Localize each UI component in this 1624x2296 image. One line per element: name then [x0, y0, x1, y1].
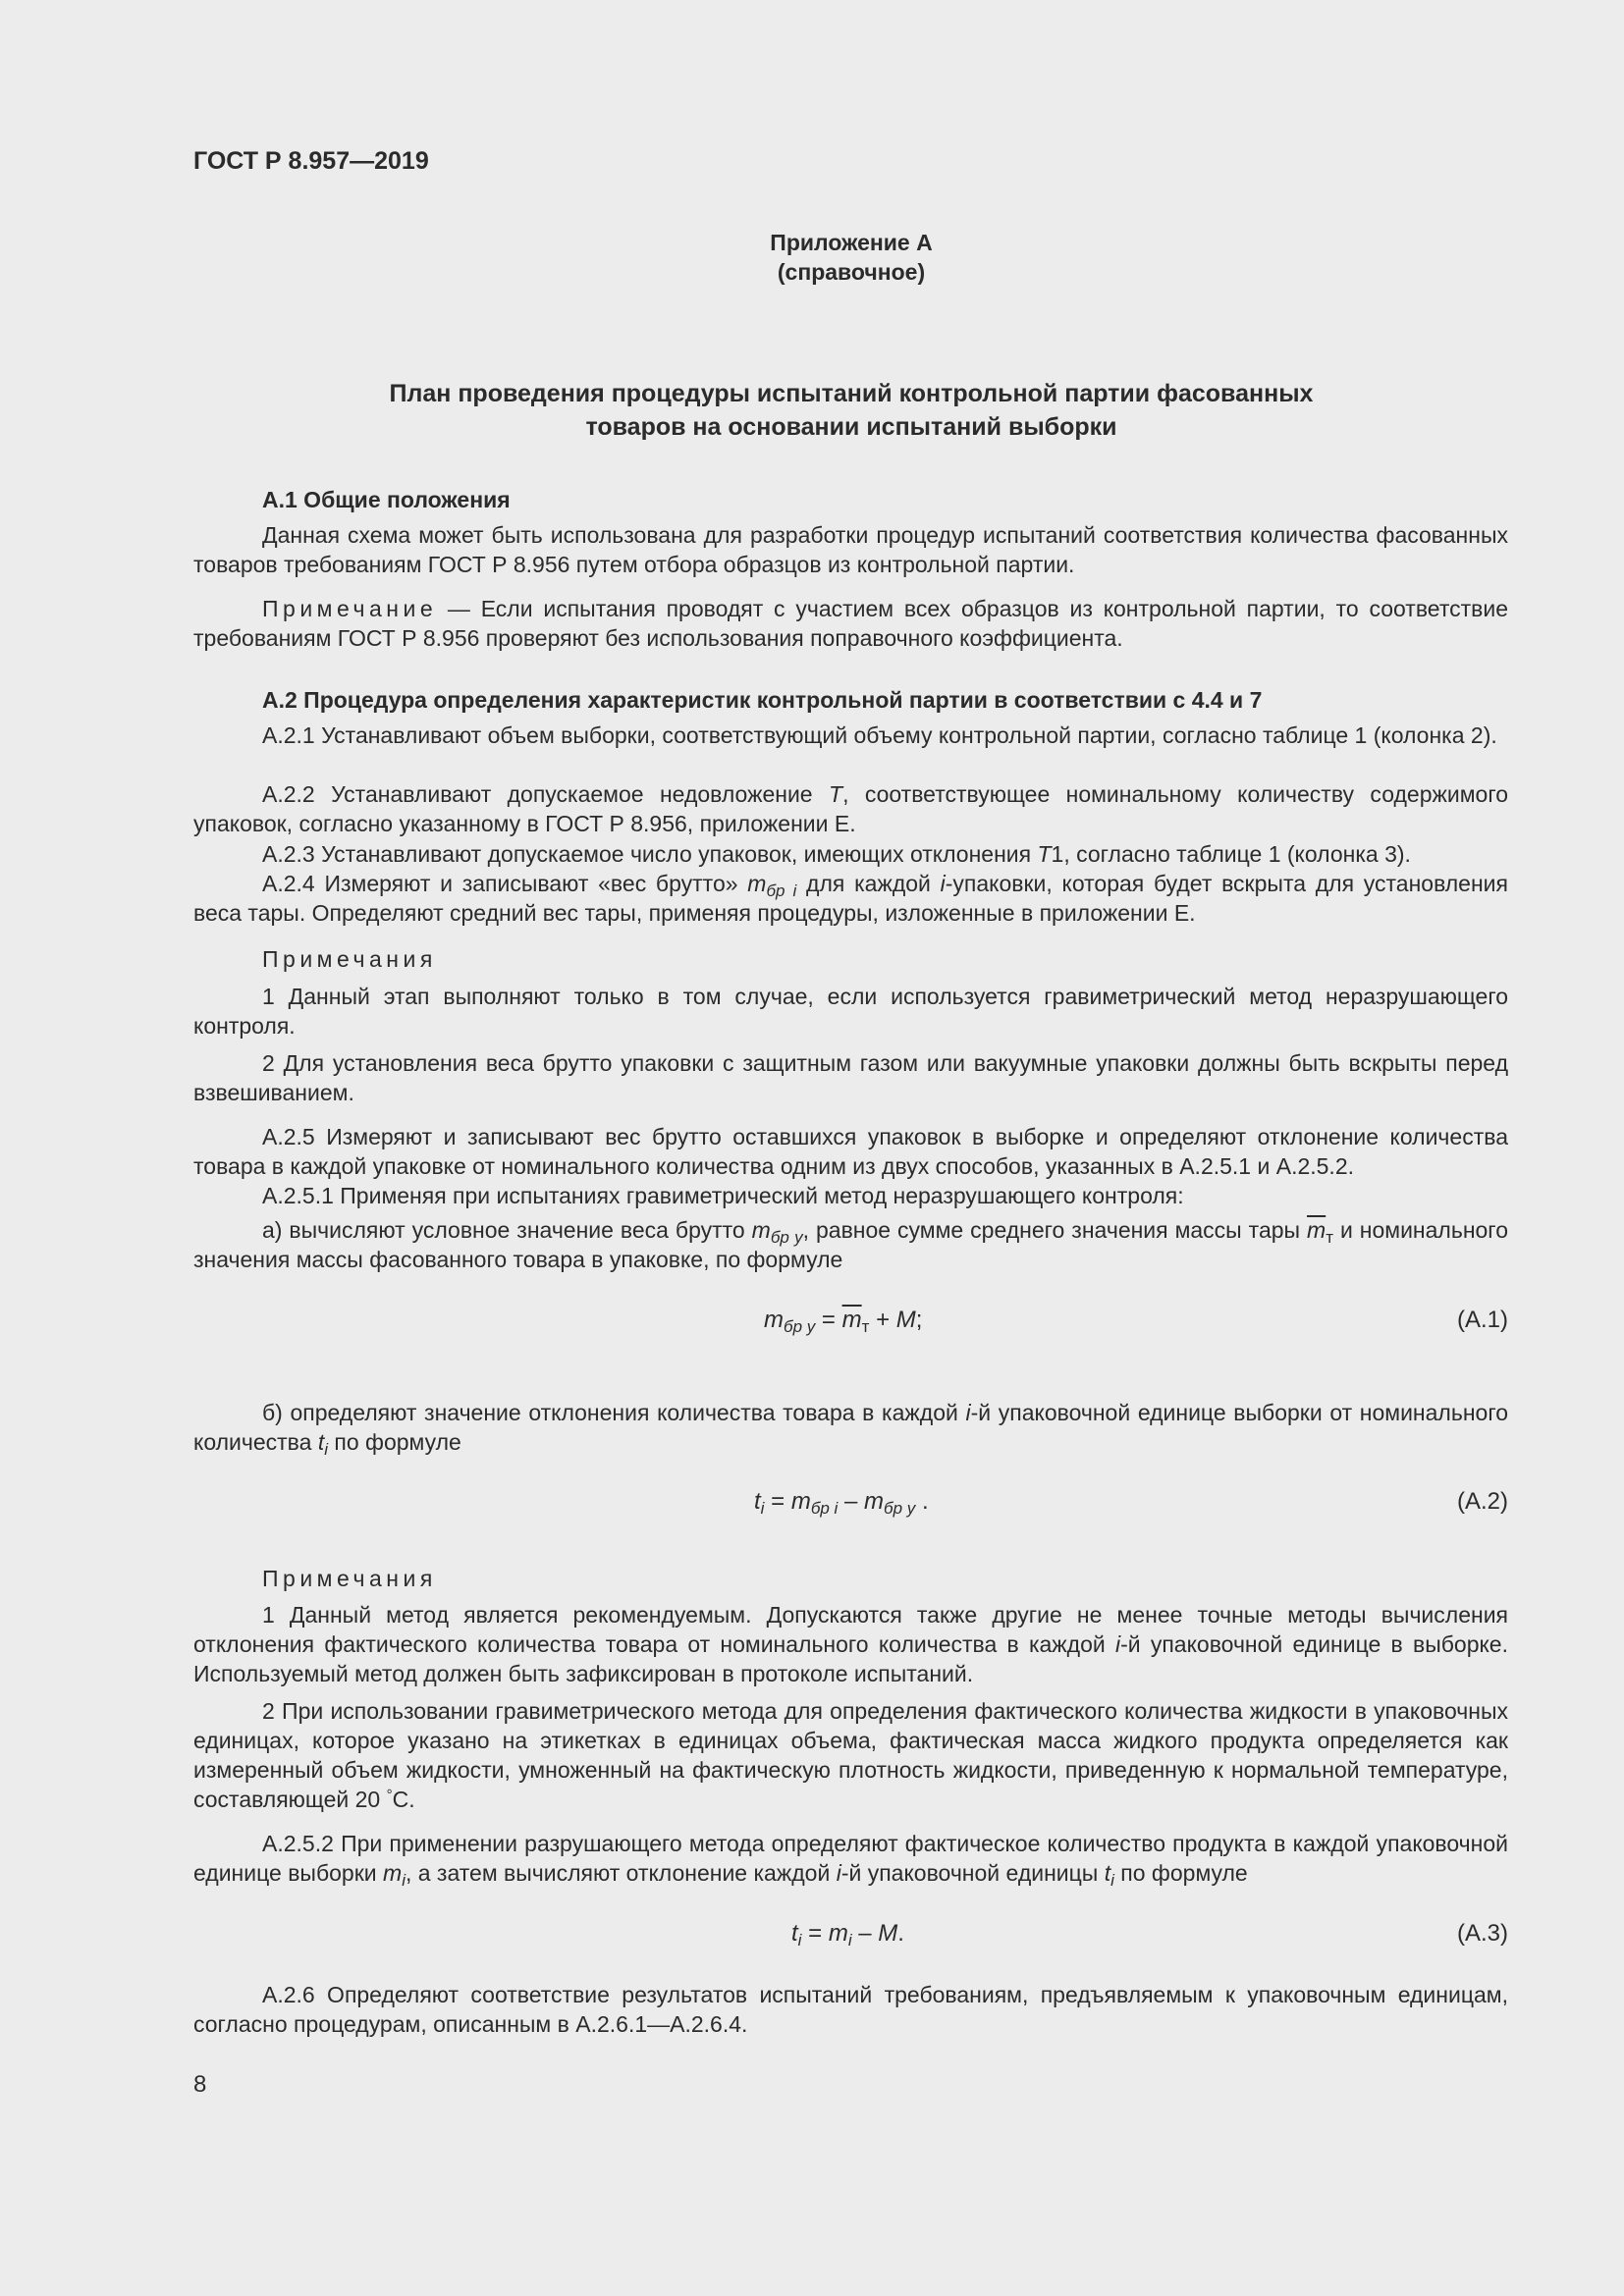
page-number: 8	[193, 2071, 207, 2098]
main-title-line-2: товаров на основании испытаний выборки	[585, 413, 1117, 441]
formula-a1: $m_{бр y} = \overline{m}_т + M$;	[764, 1307, 923, 1336]
paragraph-a2-2: А.2.2 Устанавливают допускаемое недовложение T, соответствующее номинальному количеству содержимого упаковок, согласно указанному в ГОСТ Р 8.956, приложении Е.	[193, 781, 1508, 836]
main-title-line-1: План проведения процедуры испытаний контрольной партии фасованных	[389, 380, 1314, 407]
formula-number-a2: (А.2)	[1456, 1488, 1508, 1515]
list-item-a: а) вычисляют условное значение веса брутто $m_{бр y}$, равное сумме среднего значения массы тары $\overline{m}_т$ и номинального значения массы фасованного товара в упаковке, по формуле	[193, 1217, 1508, 1272]
appendix-title: Приложение А	[770, 230, 933, 255]
paragraph-a2-3: А.2.3 Устанавливают допускаемое число упаковок, имеющих отклонения T1, согласно таблице 1 (колонка 3).	[262, 841, 1411, 867]
section-heading-a1: А.1 Общие положения	[262, 487, 511, 512]
paragraph-a2-4: А.2.4 Измеряют и записывают «вес брутто» $m_{бр i}$ для каждой i-упаковки, которая будет вскрыта для установления веса тары. Определяют средний вес тары, применяя процедуры, изложенные в приложении Е.	[193, 871, 1508, 926]
formula-number-a1: (А.1)	[1456, 1307, 1508, 1333]
formula-number-a3: (А.3)	[1456, 1920, 1508, 1947]
paragraph-a2-1: А.2.1 Устанавливают объем выборки, соответствующий объему контрольной партии, согласно таблице 1 (колонка 2).	[262, 722, 1497, 748]
note-1: 1 Данный этап выполняют только в том случае, если используется гравиметрический метод неразрушающего контроля.	[193, 984, 1508, 1039]
notes-label-1: Примечания	[262, 946, 437, 972]
note-2-1: 1 Данный метод является рекомендуемым. Допускаются также другие не менее точные методы вычисления отклонения фактического количества товара от номинального количества в каждой i-й упаковочной единице в выборке. Используемый метод должен быть зафиксирован в протоколе испытаний.	[193, 1602, 1508, 1686]
formula-a3: $t_i = m_i - M$.	[791, 1920, 904, 1949]
paragraph-a2-5-2: А.2.5.2 При применении разрушающего метода определяют фактическое количество продукта в каждой упаковочной единице выборки $m_i$, а затем вычисляют отклонение каждой i-й упаковочной единицы $t_i$ по формуле	[193, 1831, 1508, 1890]
note-a1: Примечание — Если испытания проводят с участием всех образцов из контрольной партии, то соответствие требованиям ГОСТ Р 8.956 проверяют без использования поправочного коэффициента.	[193, 596, 1508, 651]
section-heading-a2: А.2 Процедура определения характеристик контрольной партии в соответствии с 4.4 и 7	[262, 687, 1263, 713]
paragraph-a2-5: А.2.5 Измеряют и записывают вес брутто оставшихся упаковок в выборке и определяют отклонение количества товара в каждой упаковке от номинального количества одним из двух способов, указанных в А.2.5.1 и А.2.5.2.	[193, 1124, 1508, 1179]
note-2-2: 2 При использовании гравиметрического метода для определения фактического количества жидкости в упаковочных единицах, которое указано на этикетках в единицах объема, фактическая масса жидкого продукта определяется как измеренный объем жидкости, умноженный на фактическую плотность жидкости, приведенную к нормальной температуре, составляющей 20 °С.	[193, 1698, 1508, 1812]
note-2: 2 Для установления веса брутто упаковки с защитным газом или вакуумные упаковки должны быть вскрыты перед взвешиванием.	[193, 1050, 1508, 1105]
list-item-b: б) определяют значение отклонения количества товара в каждой i-й упаковочной единице выборки от номинального количества $t_i$ по формуле	[193, 1400, 1508, 1459]
notes-label-2: Примечания	[262, 1566, 437, 1591]
paragraph-a1: Данная схема может быть использована для разработки процедур испытаний соответствия количества фасованных товаров требованиям ГОСТ Р 8.956 путем отбора образцов из контрольной партии.	[193, 522, 1508, 577]
formula-a2: $t_i = m_{бр i} - m_{бр y}$ .	[754, 1488, 929, 1518]
paragraph-a2-6: А.2.6 Определяют соответствие результатов испытаний требованиям, предъявляемым к упаковочным единицам, согласно процедурам, описанным в А.2.6.1—А.2.6.4.	[193, 1982, 1508, 2037]
appendix-type: (справочное)	[777, 259, 926, 285]
document-code: ГОСТ Р 8.957—2019	[193, 147, 429, 175]
paragraph-a2-5-1: А.2.5.1 Применяя при испытаниях гравиметрический метод неразрушающего контроля:	[262, 1183, 1184, 1208]
